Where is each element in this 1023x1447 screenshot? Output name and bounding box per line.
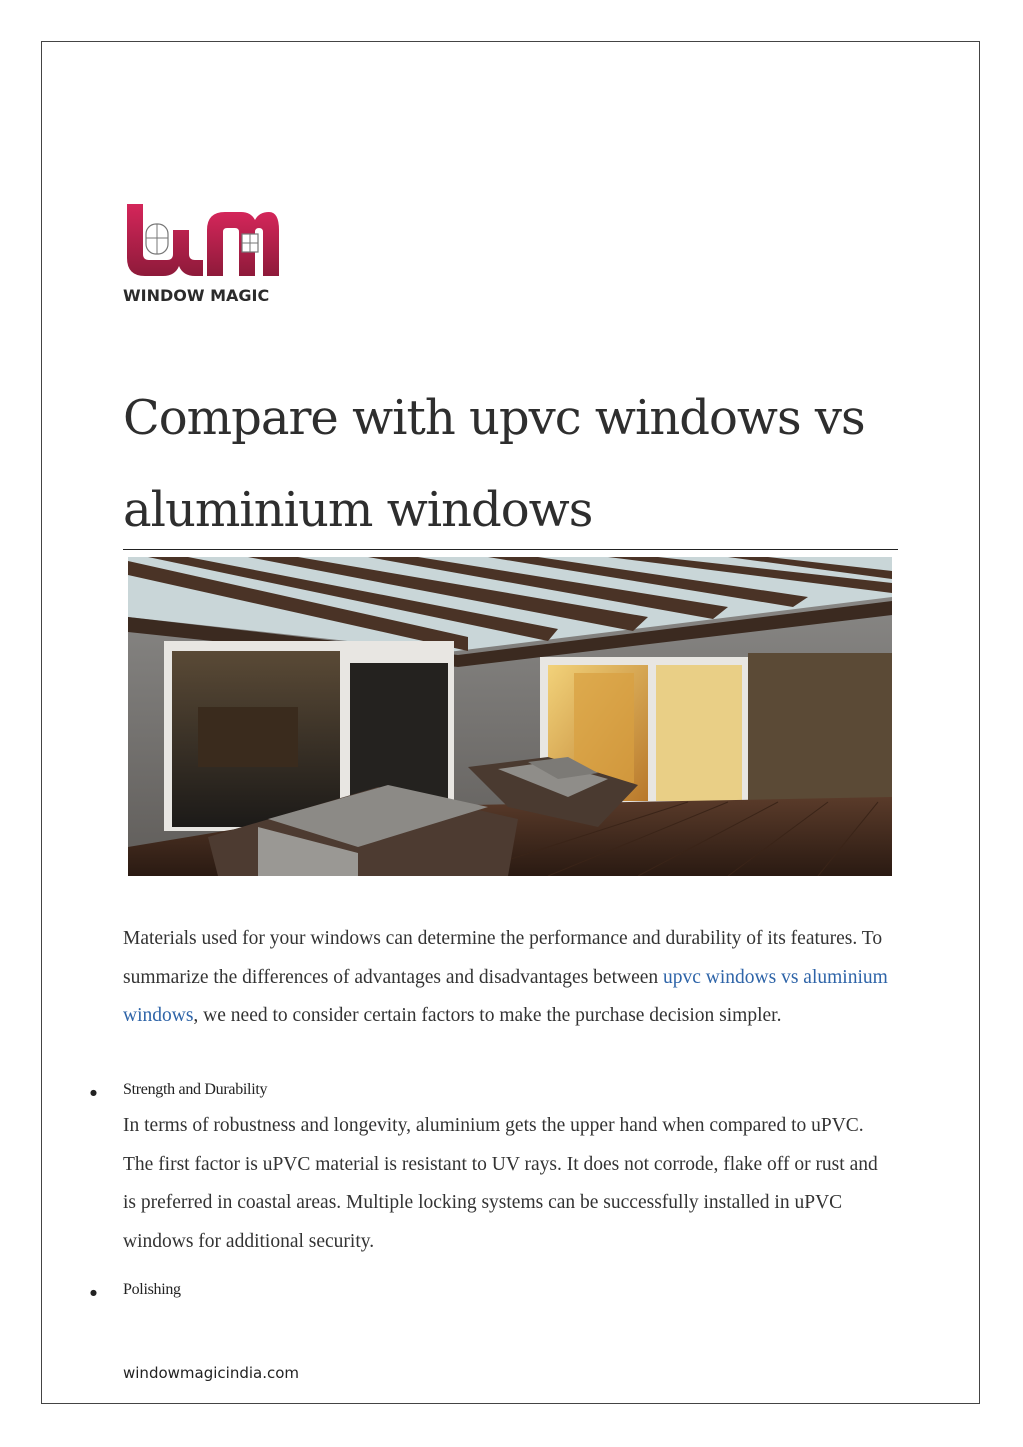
footer-url: windowmagicindia.com [123, 1364, 300, 1382]
logo-wordmark: WINDOW MAGIC [123, 286, 270, 305]
section-heading-strength: Strength and Durability [123, 1081, 268, 1098]
window-magic-logo [123, 200, 283, 310]
page-title: Compare with upvc windows vs aluminium windows [123, 390, 865, 538]
intro-text-start: Materials used for your windows can determine the performance and durability of its features. To summarize the differences of advantages and disadvantages between [123, 928, 883, 988]
title-divider [123, 549, 898, 550]
bullet-icon: ● [90, 1288, 97, 1297]
hero-image [128, 557, 892, 876]
intro-text-end: , we need to consider certain factors to make the purchase decision simpler. [193, 1005, 782, 1026]
section-body-strength: In terms of robustness and longevity, aluminium gets the upper hand when compared to uPVC. The first factor is uPVC material is resistant to UV rays. It does not corrode, flake off or rust and is preferred in coastal areas. Multiple locking systems can be successfully installed in uPVC windows for additional security. [123, 1115, 878, 1252]
intro-paragraph [123, 920, 893, 1036]
section-heading-polishing: Polishing [123, 1281, 181, 1298]
bullet-icon: ● [90, 1088, 97, 1097]
upvc-vs-aluminium-link[interactable]: upvc windows vs aluminium windows [123, 966, 888, 1026]
